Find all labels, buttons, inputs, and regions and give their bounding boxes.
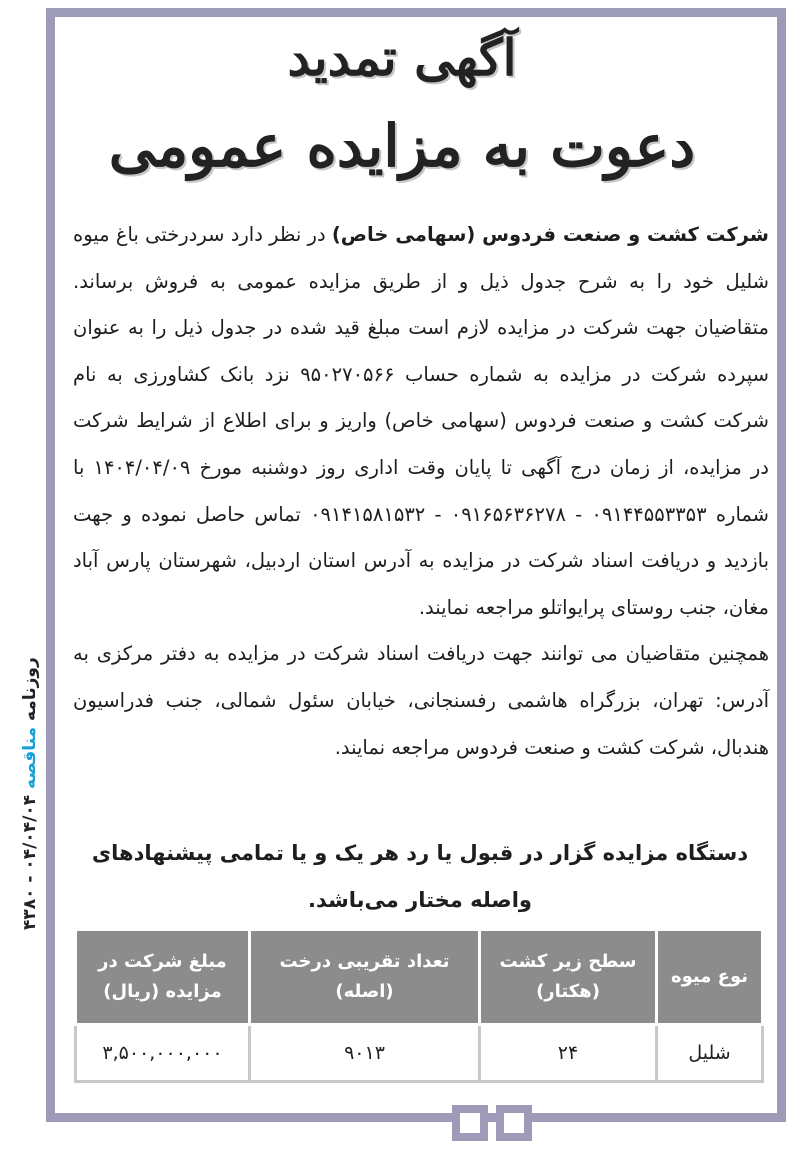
stamp-issue: ۰۴/۰۴/۰۴ - ۴۳۸۰ xyxy=(20,788,40,930)
notice-body xyxy=(73,212,769,771)
closing-statement xyxy=(70,830,770,924)
decorative-square-right xyxy=(496,1105,532,1141)
cell-deposit-amount: ۳,۵۰۰,۰۰۰,۰۰۰ xyxy=(76,1025,250,1082)
paragraph-main xyxy=(73,212,769,631)
decorative-square-left xyxy=(452,1105,488,1141)
header-tree-count: تعداد تقریبی درخت (اصله) xyxy=(250,930,480,1025)
paragraph-office: همچنین متقاضیان می توانند جهت دریافت اسناد شرکت در مزایده به دفتر مرکزی به آدرس: تهران، بزرگراه هاشمی رفسنجانی، خیابان سئول شمالی، جنب فدراسیون هندبال، شرکت کشت و صنعت فردوس مراجعه نمایند. xyxy=(73,642,769,759)
cell-cultivated-area: ۲۴ xyxy=(480,1025,657,1082)
notice-title-extension: آگهی تمدید xyxy=(287,28,517,87)
stamp-prefix: روزنامه xyxy=(20,657,40,727)
table-row xyxy=(76,1025,763,1082)
cell-fruit-type: شلیل xyxy=(657,1025,763,1082)
notice-title-auction: دعوت به مزایده عمومی xyxy=(108,112,696,180)
cell-tree-count: ۹۰۱۳ xyxy=(250,1025,480,1082)
closing-line-1: دستگاه مزایده گزار در قبول یا رد هر یک و یا تمامی پیشنهادهای xyxy=(91,841,749,865)
company-name: شرکت کشت و صنعت فردوس (سهامی خاص) xyxy=(331,223,769,246)
auction-table xyxy=(74,928,764,1083)
header-deposit-amount: مبلغ شرکت در مزایده (ریال) xyxy=(76,930,250,1025)
table-header-row xyxy=(76,930,763,1025)
header-fruit-type: نوع میوه xyxy=(657,930,763,1025)
newspaper-stamp xyxy=(20,657,40,930)
header-cultivated-area: سطح زیر کشت (هکتار) xyxy=(480,930,657,1025)
paragraph-main-text: در نظر دارد سردرختی باغ میوه شلیل خود را به شرح جدول ذیل و از طریق مزایده عمومی به فروش برساند. متقاضیان جهت شرکت در مزایده لازم است مبلغ قید شده در جدول ذیل را به عنوان سپرده شرکت در مزایده به شماره حساب ۹۵۰۲۷۰۵۶۶ نزد بانک کشاورزی به نام شرکت کشت و صنعت فردوس (سهامی خاص) واریز و برای اطلاع از شرایط شرکت در مزایده، از زمان درج آگهی تا پایان وقت اداری روز دوشنبه مورخ ۱۴۰۴/۰۴/۰۹ با شماره ۰۹۱۴۴۵۵۳۳۵۳ - ۰۹۱۶۵۶۳۶۲۷۸ - ۰۹۱۴۱۵۸۱۵۳۲ تماس حاصل نموده و جهت بازدید و دریافت اسناد شرکت در مزایده به آدرس استان اردبیل، شهرستان پارس آباد مغان، جنب روستای پرایواتلو مراجعه نمایند. xyxy=(73,223,770,619)
closing-line-2: واصله مختار می‌باشد. xyxy=(308,888,532,912)
newspaper-name: مناقصه xyxy=(20,726,40,789)
